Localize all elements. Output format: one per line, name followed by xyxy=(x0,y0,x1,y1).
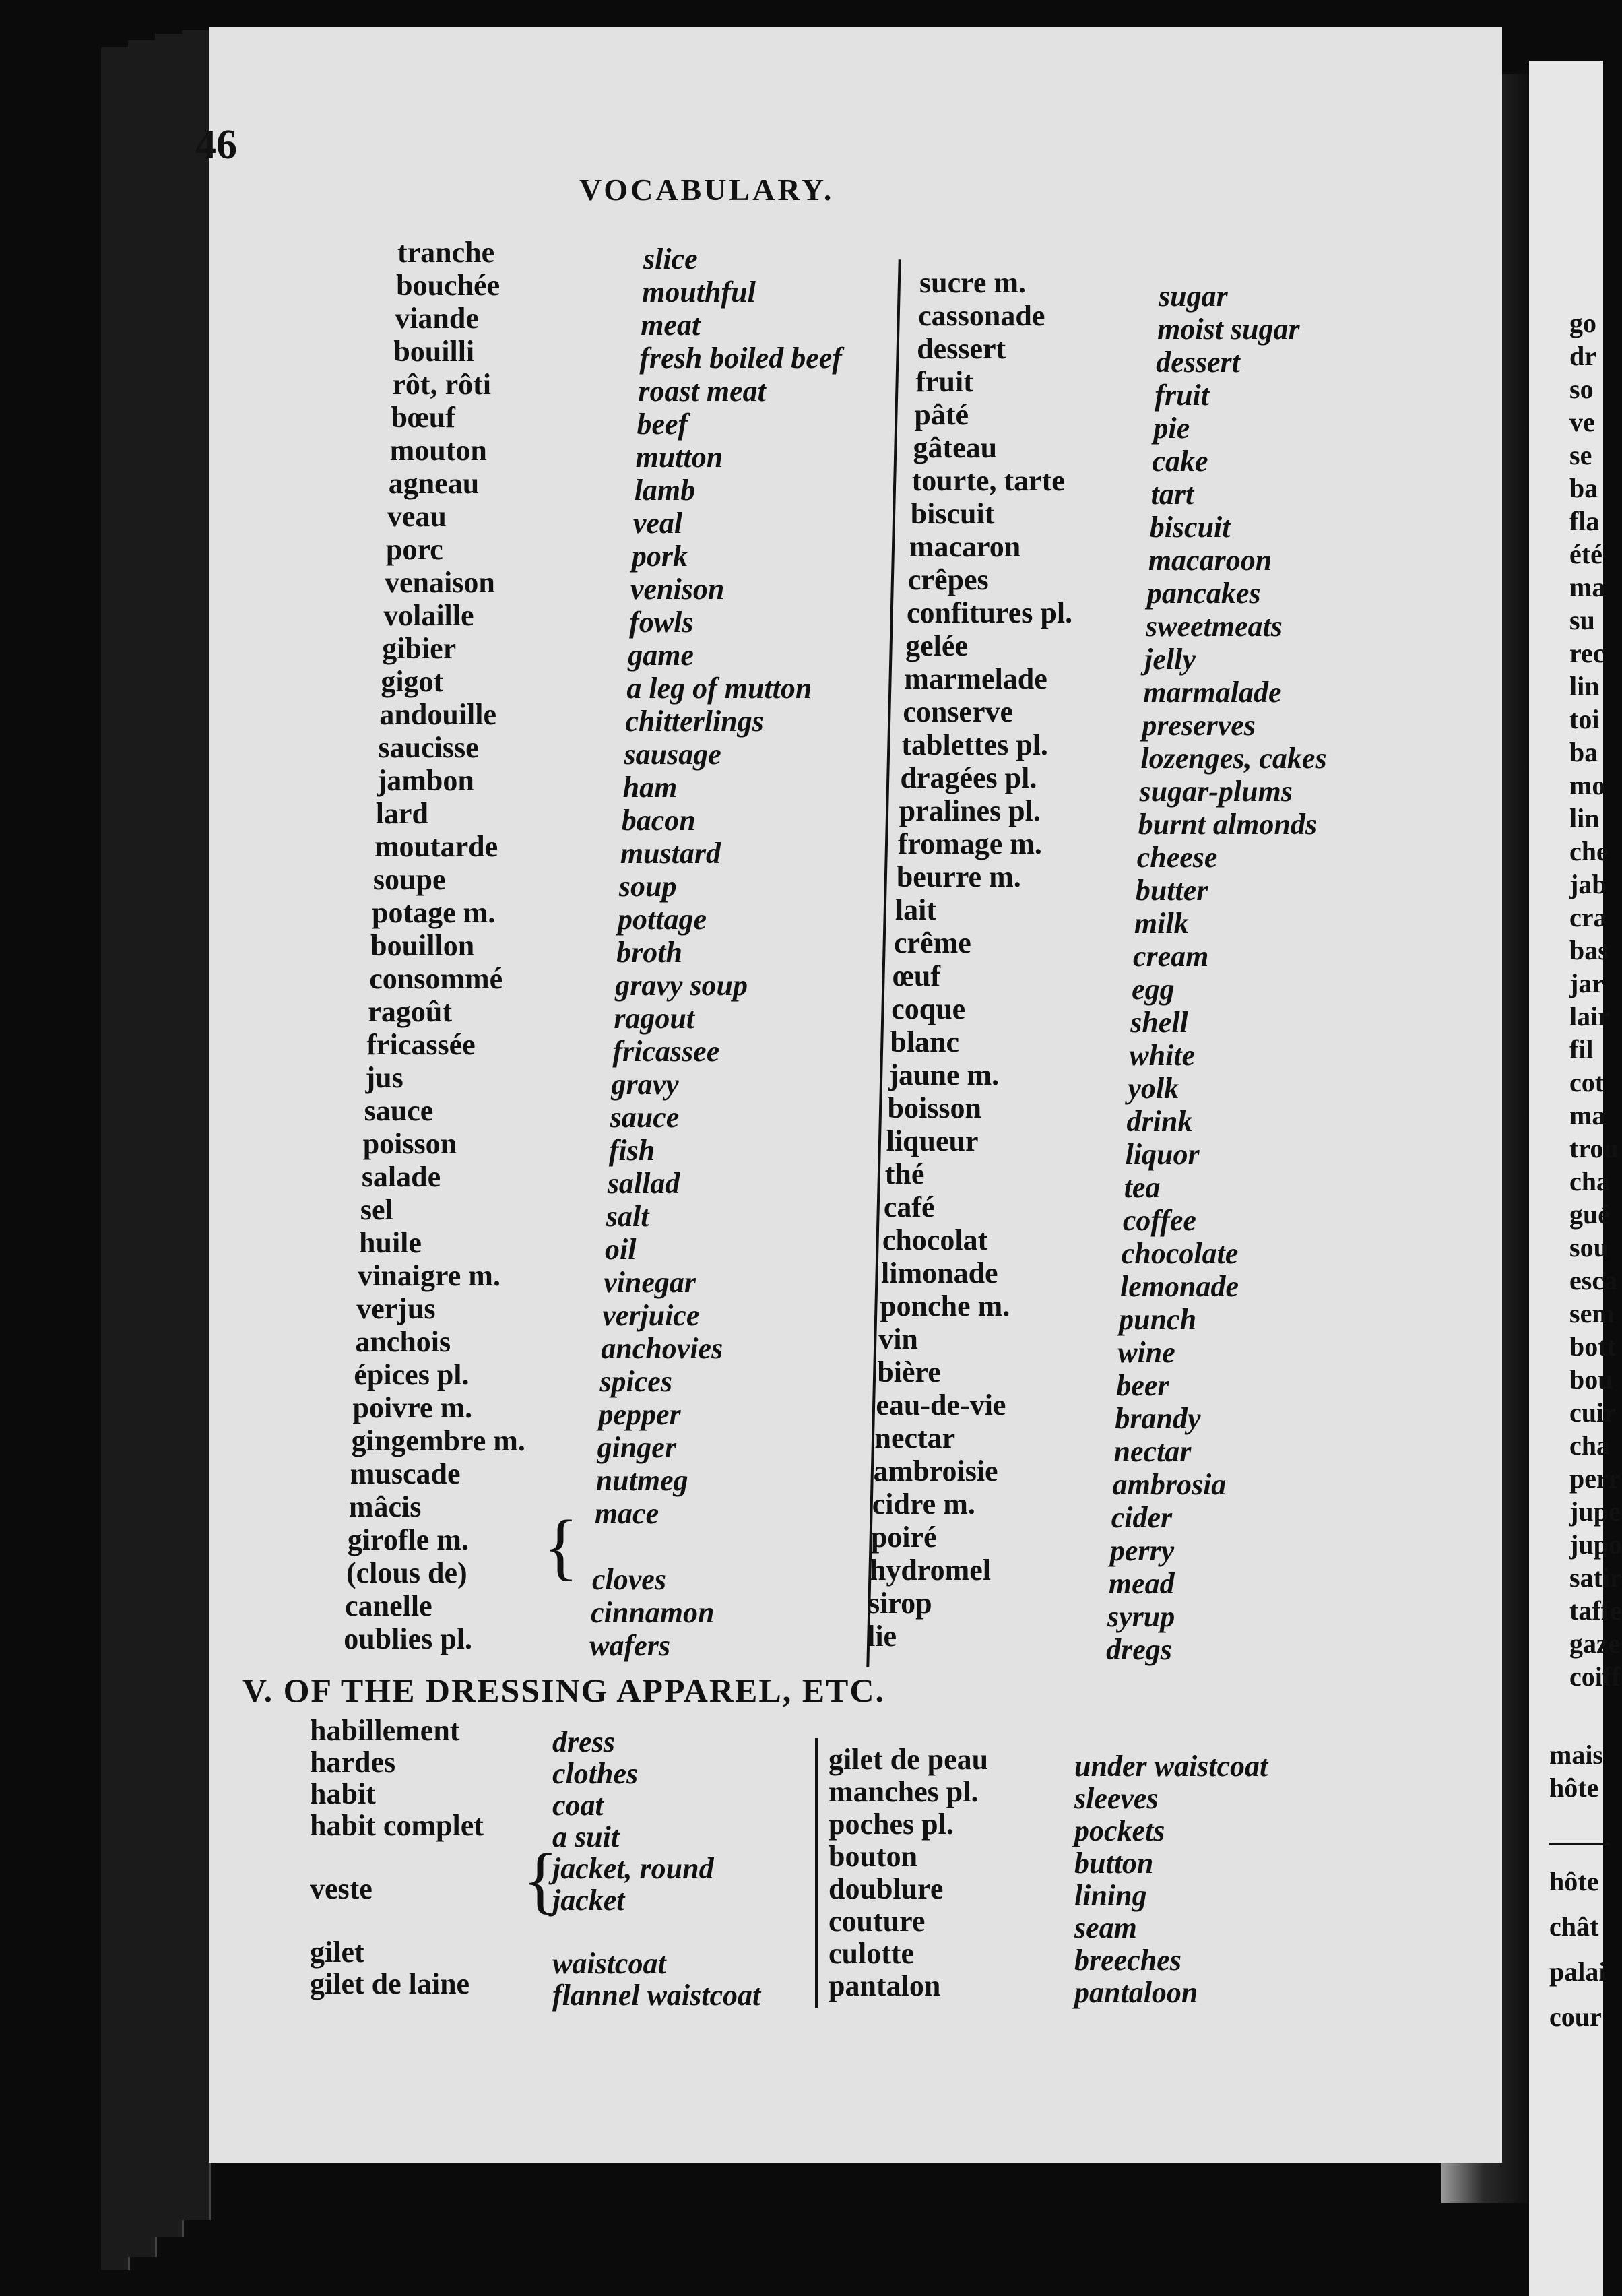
english-word: bacon xyxy=(621,804,696,837)
english-word: yolk xyxy=(1128,1072,1179,1105)
facing-word-fragment: fil xyxy=(1569,1034,1594,1064)
french-word: girofle m. xyxy=(347,1523,469,1556)
english-word: cream xyxy=(1133,940,1209,973)
french-word: tablettes pl. xyxy=(901,728,1048,761)
english-word: coat xyxy=(552,1789,604,1822)
english-word: drink xyxy=(1126,1105,1193,1138)
french-word: épices pl. xyxy=(354,1358,469,1391)
english-word: vinegar xyxy=(604,1266,696,1299)
facing-word-fragment: été xyxy=(1569,539,1602,569)
english-word: sweetmeats xyxy=(1146,610,1283,643)
english-word: mouthful xyxy=(642,276,756,309)
french-word: (clous de) xyxy=(346,1556,467,1589)
french-word: pâté xyxy=(914,398,969,431)
french-word: andouille xyxy=(379,698,497,731)
french-word: tourte, tarte xyxy=(911,464,1065,497)
english-word: jacket xyxy=(552,1884,625,1917)
french-word: beurre m. xyxy=(896,860,1021,893)
english-word: gravy soup xyxy=(615,969,748,1002)
french-word: gilet de peau xyxy=(829,1743,989,1776)
french-word: bouillon xyxy=(370,929,475,962)
facing-word-fragment: lin xyxy=(1569,671,1600,701)
french-word: sel xyxy=(360,1193,393,1226)
french-word: porc xyxy=(385,533,443,566)
english-word: pork xyxy=(631,540,688,573)
english-word: lemonade xyxy=(1120,1270,1239,1303)
facing-word-fragment: jupe xyxy=(1569,1496,1621,1527)
french-word: ragoût xyxy=(368,995,452,1028)
english-word: mustard xyxy=(620,837,721,870)
page-edge xyxy=(155,34,184,2237)
french-word: oublies pl. xyxy=(344,1622,472,1655)
french-word: crême xyxy=(894,926,971,959)
french-word: gâteau xyxy=(913,431,998,464)
facing-word-fragment: hôte xyxy=(1549,1866,1599,1896)
english-word: lining xyxy=(1074,1879,1147,1912)
french-word: ambroisie xyxy=(873,1455,998,1488)
page-edge xyxy=(182,30,211,2220)
english-word: lamb xyxy=(634,474,696,507)
english-word: burnt almonds xyxy=(1138,808,1317,841)
french-word: manches pl. xyxy=(829,1775,979,1808)
english-word: anchovies xyxy=(601,1332,723,1365)
english-word: venison xyxy=(630,573,725,606)
english-word: clothes xyxy=(552,1757,639,1790)
english-word: ham xyxy=(622,771,678,804)
facing-word-fragment: cra xyxy=(1569,902,1607,932)
french-word: fromage m. xyxy=(897,827,1042,860)
english-word: syrup xyxy=(1107,1600,1175,1633)
french-word: volaille xyxy=(383,599,474,632)
vocab-column-french-left-2 xyxy=(310,1715,484,2000)
facing-word-fragment: esca xyxy=(1569,1265,1618,1296)
running-head: VOCABULARY. xyxy=(579,172,835,207)
french-word: bouchée xyxy=(396,269,500,302)
facing-word-fragment: jab xyxy=(1569,869,1607,899)
french-word: bouilli xyxy=(393,335,475,368)
english-word: lozenges, cakes xyxy=(1140,742,1327,775)
english-word: game xyxy=(628,639,694,672)
facing-word-fragment: bas xyxy=(1569,935,1609,965)
english-word: ginger xyxy=(597,1431,676,1464)
facing-word-fragment: jar xyxy=(1569,968,1604,998)
english-word: mace xyxy=(594,1497,659,1530)
facing-word-fragment: ve xyxy=(1569,407,1595,437)
vocab-column-french-right xyxy=(867,266,1073,1653)
french-word: sauce xyxy=(364,1094,434,1127)
french-word: nectar xyxy=(874,1422,956,1455)
french-word: jambon xyxy=(377,764,474,797)
english-word: cake xyxy=(1152,445,1208,478)
facing-word-fragment: bott xyxy=(1569,1331,1616,1362)
english-word: flannel waistcoat xyxy=(552,1979,761,2012)
facing-word-fragment: coiff xyxy=(1569,1661,1621,1692)
facing-word-fragment: lin xyxy=(1569,803,1600,833)
facing-word-fragment: gaze xyxy=(1569,1628,1621,1659)
french-word: biscuit xyxy=(910,497,995,530)
french-word: poches pl. xyxy=(829,1808,954,1841)
french-word xyxy=(310,1841,484,1873)
french-word: confitures pl. xyxy=(907,596,1073,629)
vocab-column-english-left-2 xyxy=(552,1726,760,2011)
facing-word-fragment: ma xyxy=(1569,1100,1606,1130)
english-word xyxy=(593,1530,842,1563)
french-word xyxy=(310,1905,484,1936)
english-word: cider xyxy=(1111,1501,1173,1534)
french-word: moutarde xyxy=(374,830,498,863)
french-word: œuf xyxy=(893,959,941,992)
french-word: dragées pl. xyxy=(900,761,1037,794)
facing-word-fragment: rec xyxy=(1569,638,1605,668)
english-word: brandy xyxy=(1115,1402,1201,1435)
french-word: hardes xyxy=(310,1746,396,1779)
english-word: sleeves xyxy=(1074,1782,1159,1815)
section-title: V. OF THE DRESSING APPAREL, ETC. xyxy=(242,1671,886,1709)
french-word: lard xyxy=(375,797,428,830)
facing-word-fragment: fla xyxy=(1569,506,1600,536)
english-word: jacket, round xyxy=(552,1852,714,1885)
french-word: rôt, rôti xyxy=(392,368,491,401)
english-word: ambrosia xyxy=(1112,1468,1227,1501)
english-word: cheese xyxy=(1136,841,1218,874)
brace: { xyxy=(523,1839,558,1921)
english-word: wine xyxy=(1117,1336,1175,1369)
english-word: preserves xyxy=(1142,709,1256,742)
facing-word-fragment: ba xyxy=(1569,473,1598,503)
english-word: pancakes xyxy=(1146,577,1261,610)
french-word: lie xyxy=(867,1620,897,1653)
facing-word-fragment: dr xyxy=(1569,341,1596,371)
french-word: coque xyxy=(891,992,966,1025)
french-word: fricassée xyxy=(366,1028,476,1061)
english-word: butter xyxy=(1135,874,1208,907)
english-word: mead xyxy=(1108,1567,1175,1600)
french-word: salade xyxy=(361,1160,441,1193)
english-word: egg xyxy=(1132,973,1175,1006)
english-word: beef xyxy=(637,408,688,441)
english-word: ragout xyxy=(614,1002,695,1035)
facing-word-fragment: lair xyxy=(1569,1001,1610,1031)
french-word: gibier xyxy=(382,632,457,665)
french-word: bouton xyxy=(829,1840,918,1873)
facing-word-fragment: ma xyxy=(1569,572,1606,602)
english-word: fresh boiled beef xyxy=(639,342,842,375)
english-word: broth xyxy=(616,936,682,969)
french-word: huile xyxy=(359,1226,422,1259)
english-word: dress xyxy=(552,1725,615,1758)
english-word: under waistcoat xyxy=(1074,1750,1268,1783)
facing-word-fragment: go xyxy=(1569,308,1596,338)
french-word: crêpes xyxy=(907,563,989,596)
english-word: tart xyxy=(1150,478,1194,511)
french-word: habillement xyxy=(310,1714,460,1747)
french-word: gigot xyxy=(381,665,444,698)
french-word: couture xyxy=(829,1905,926,1938)
english-word: button xyxy=(1074,1847,1154,1880)
facing-word-fragment: sou xyxy=(1569,1232,1609,1263)
facing-word-fragment: perr xyxy=(1569,1463,1621,1494)
french-word: liqueur xyxy=(886,1124,979,1157)
english-word: a suit xyxy=(552,1820,620,1853)
french-word: sirop xyxy=(868,1587,932,1620)
english-word: jelly xyxy=(1144,643,1196,676)
facing-word-fragment: jupo xyxy=(1569,1529,1622,1560)
french-word: conserve xyxy=(903,695,1014,728)
english-word: liquor xyxy=(1125,1138,1200,1171)
english-word: sausage xyxy=(624,738,721,771)
facing-word-fragment: toi xyxy=(1569,704,1600,734)
french-word: muscade xyxy=(350,1457,461,1490)
french-word: veau xyxy=(387,500,447,533)
french-word: consommé xyxy=(369,962,503,995)
page-edge xyxy=(128,40,157,2257)
french-word: verjus xyxy=(356,1292,436,1325)
french-word: venaison xyxy=(385,566,495,599)
french-word: pralines pl. xyxy=(899,794,1041,827)
english-word xyxy=(552,1916,760,1948)
page-number: 46 xyxy=(195,122,237,168)
french-word: café xyxy=(883,1190,935,1223)
english-word: tea xyxy=(1124,1171,1161,1204)
facing-word-fragment: chât xyxy=(1549,1911,1599,1942)
english-word: seam xyxy=(1074,1911,1137,1944)
french-word: ponche m. xyxy=(880,1289,1010,1322)
french-word: gilet de laine xyxy=(310,1967,470,2000)
english-word: beer xyxy=(1116,1369,1169,1402)
english-word: sauce xyxy=(610,1101,680,1134)
facing-word-fragment: cha xyxy=(1569,1430,1610,1461)
facing-word-fragment: sem xyxy=(1569,1298,1615,1329)
french-word: vinaigre m. xyxy=(358,1259,500,1292)
english-word: cloves xyxy=(592,1563,666,1596)
facing-page-column xyxy=(1569,307,1622,1693)
facing-word-fragment: so xyxy=(1569,374,1594,404)
facing-word-fragment: cha xyxy=(1569,1166,1610,1197)
french-word: poiré xyxy=(870,1521,937,1554)
english-word: waistcoat xyxy=(552,1947,666,1980)
vocab-column-french-left xyxy=(344,236,525,1655)
facing-word-fragment: cot xyxy=(1569,1067,1604,1097)
french-word: jus xyxy=(365,1061,403,1094)
english-word: a leg of mutton xyxy=(626,672,812,705)
vocab-column-english-left xyxy=(589,243,842,1662)
english-word: fruit xyxy=(1155,379,1210,412)
french-word: chocolat xyxy=(882,1223,988,1256)
vocab-column-english-right xyxy=(1106,280,1327,1666)
french-word: veste xyxy=(310,1872,372,1905)
english-word: macaroon xyxy=(1148,544,1272,577)
english-word: verjuice xyxy=(602,1299,700,1332)
french-word: tranche xyxy=(397,236,495,269)
facing-page xyxy=(1529,61,1622,2296)
french-word: poivre m. xyxy=(352,1391,473,1424)
english-word: salt xyxy=(606,1200,649,1233)
french-word: eau-de-vie xyxy=(876,1389,1006,1422)
french-word: mouton xyxy=(389,434,487,467)
french-word: canelle xyxy=(345,1589,432,1622)
english-word: marmalade xyxy=(1143,676,1282,709)
french-word: pantalon xyxy=(829,1969,941,2002)
french-word: sucre m. xyxy=(919,266,1027,299)
english-word: gravy xyxy=(611,1068,679,1101)
brace: { xyxy=(543,1505,579,1587)
english-word: veal xyxy=(632,507,683,540)
french-word: dessert xyxy=(917,332,1006,365)
english-word: breeches xyxy=(1074,1944,1181,1977)
vocab-column-french-right-2 xyxy=(829,1744,988,2002)
english-word: sugar xyxy=(1159,280,1228,313)
english-word: fricassee xyxy=(612,1035,720,1068)
french-word: saucisse xyxy=(378,731,479,764)
french-word: habit complet xyxy=(310,1809,484,1842)
facing-word-fragment: mais xyxy=(1549,1740,1603,1770)
english-word: punch xyxy=(1119,1303,1197,1336)
english-word: pockets xyxy=(1074,1814,1165,1847)
english-word: shell xyxy=(1130,1006,1188,1039)
french-word: cassonade xyxy=(918,299,1045,332)
facing-word-fragment: satir xyxy=(1569,1562,1622,1593)
english-word: perry xyxy=(1109,1534,1175,1567)
page-edge xyxy=(101,47,130,2270)
english-word: oil xyxy=(605,1233,637,1266)
english-word: pantaloon xyxy=(1074,1976,1198,2009)
english-word: white xyxy=(1129,1039,1196,1072)
english-word: mutton xyxy=(635,441,723,474)
french-word: habit xyxy=(310,1777,376,1810)
english-word: spices xyxy=(599,1365,672,1398)
french-word: blanc xyxy=(890,1025,960,1058)
english-word: biscuit xyxy=(1149,511,1231,544)
facing-word-fragment: taffe xyxy=(1569,1595,1622,1626)
facing-word-fragment: su xyxy=(1569,605,1595,635)
facing-word-fragment: cour xyxy=(1549,2002,1602,2032)
english-word: nectar xyxy=(1113,1435,1192,1468)
french-word: soupe xyxy=(372,863,446,896)
facing-word-fragment: bou xyxy=(1569,1364,1613,1395)
french-word: fruit xyxy=(915,365,973,398)
french-word: potage m. xyxy=(372,896,496,929)
english-word: coffee xyxy=(1122,1204,1196,1237)
facing-word-fragment: che xyxy=(1569,836,1609,866)
english-word: wafers xyxy=(589,1629,670,1662)
french-word: culotte xyxy=(829,1937,915,1970)
facing-word-fragment: mo xyxy=(1569,770,1606,800)
english-word: sallad xyxy=(607,1167,680,1200)
facing-word-fragment: se xyxy=(1569,440,1592,470)
english-word: fish xyxy=(608,1134,655,1167)
english-word: meat xyxy=(641,309,701,342)
facing-word-fragment: gué xyxy=(1569,1199,1610,1230)
english-word: pottage xyxy=(618,903,707,936)
french-word: thé xyxy=(884,1157,925,1190)
french-word: marmelade xyxy=(904,662,1047,695)
rule xyxy=(1549,1843,1610,1845)
vocab-column-english-right-2 xyxy=(1074,1750,1268,2009)
facing-word-fragment: palai xyxy=(1549,1956,1607,1987)
french-word: hydromel xyxy=(869,1554,991,1587)
french-word: jaune m. xyxy=(888,1058,1000,1091)
english-word: dessert xyxy=(1156,346,1240,379)
french-word: bière xyxy=(877,1356,941,1389)
french-word: vin xyxy=(878,1322,918,1356)
english-word: sugar-plums xyxy=(1139,775,1293,808)
english-word: soup xyxy=(618,870,677,903)
french-word: doublure xyxy=(829,1872,944,1905)
english-word: moist sugar xyxy=(1157,313,1300,346)
english-word: pie xyxy=(1153,412,1190,445)
french-word: lait xyxy=(895,893,937,926)
english-word: dregs xyxy=(1106,1633,1172,1666)
english-word: pepper xyxy=(598,1398,681,1431)
french-word: gingembre m. xyxy=(351,1424,525,1457)
french-word: macaron xyxy=(909,530,1021,563)
facing-word-fragment: trou xyxy=(1569,1133,1619,1163)
french-word: agneau xyxy=(388,467,480,500)
french-word: limonade xyxy=(881,1256,998,1289)
french-word: bœuf xyxy=(391,401,455,434)
french-word: gilet xyxy=(310,1936,364,1969)
english-word: milk xyxy=(1134,907,1189,940)
french-word: gelée xyxy=(905,629,968,662)
english-word: chocolate xyxy=(1121,1237,1239,1270)
french-word: cidre m. xyxy=(872,1488,975,1521)
facing-word-fragment: hôte xyxy=(1549,1773,1599,1803)
facing-page-column-lower xyxy=(1549,1738,1606,2033)
column-divider xyxy=(815,1738,818,2008)
facing-word-fragment: cuir xyxy=(1569,1397,1616,1428)
english-word: cinnamon xyxy=(591,1596,715,1629)
french-word: anchois xyxy=(355,1325,451,1358)
french-word: poisson xyxy=(362,1127,457,1160)
english-word: slice xyxy=(643,243,698,276)
english-word: nutmeg xyxy=(595,1464,688,1497)
french-word: boisson xyxy=(887,1091,981,1124)
english-word: roast meat xyxy=(638,375,766,408)
french-word: mâcis xyxy=(348,1490,422,1523)
french-word: viande xyxy=(395,302,479,335)
english-word: chitterlings xyxy=(625,705,764,738)
english-word: fowls xyxy=(629,606,694,639)
facing-word-fragment: ba xyxy=(1569,737,1598,767)
